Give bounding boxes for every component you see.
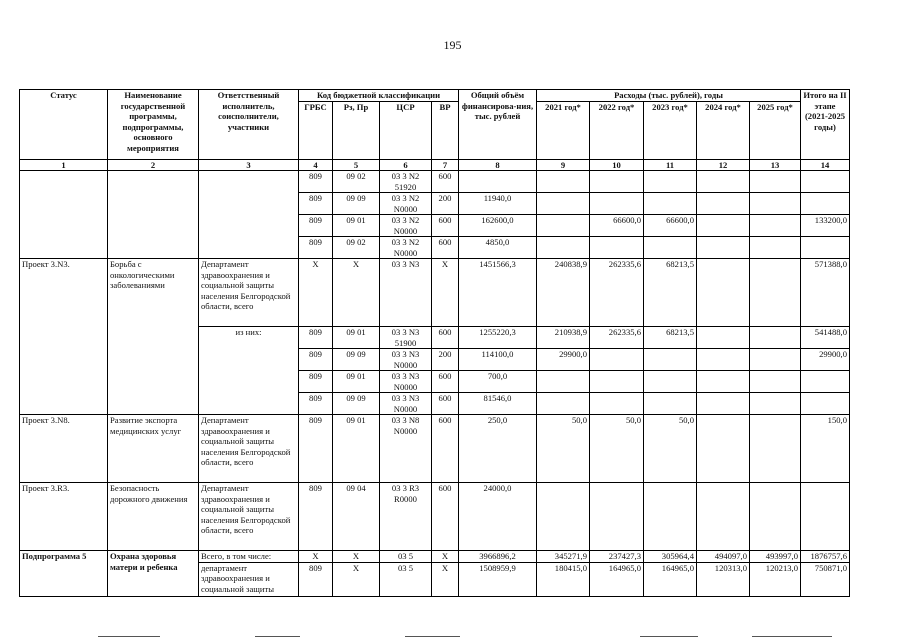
header-vr: ВР — [432, 101, 459, 159]
header-2022: 2022 год* — [590, 101, 644, 159]
page-number: 195 — [443, 38, 462, 52]
itogo-cell: 541488,0 — [801, 327, 850, 349]
csr-cell: 03 3 N2 N0000 — [380, 193, 432, 215]
y2023-cell — [644, 393, 697, 415]
csr-cell: 03 3 N8 N0000 — [380, 415, 432, 483]
y2025-cell — [750, 327, 801, 349]
header-total: Общий объём финансирова-ния, тыс. рублей — [459, 90, 537, 160]
total-cell: 1255220,3 — [459, 327, 537, 349]
vr-cell: X — [432, 259, 459, 327]
header-2024: 2024 год* — [697, 101, 750, 159]
total-cell: 1451566,3 — [459, 259, 537, 327]
y2024-cell — [697, 237, 750, 259]
header-status: Статус — [20, 90, 108, 160]
y2021-cell — [537, 215, 590, 237]
total-cell: 250,0 — [459, 415, 537, 483]
itogo-cell: 750871,0 — [801, 562, 850, 596]
itogo-cell: 150,0 — [801, 415, 850, 483]
rzpr-cell: 09 09 — [333, 193, 380, 215]
executor-cell: Департамент здравоохранения и социальной защиты населения Белгородской области, всего — [199, 483, 299, 551]
vr-cell: 600 — [432, 327, 459, 349]
name-cell: Развитие экспорта медицинских услуг — [108, 415, 199, 483]
y2021-cell — [537, 371, 590, 393]
y2021-cell: 180415,0 — [537, 562, 590, 596]
budget-table — [19, 89, 850, 597]
csr-cell: 03 3 N3 N0000 — [380, 393, 432, 415]
itogo-cell — [801, 371, 850, 393]
column-number: 9 — [537, 159, 590, 171]
status-cell: Проект 3.R3. — [20, 483, 108, 551]
header-executor: Ответственный исполнитель, соисполнители, участники — [199, 90, 299, 160]
y2021-cell: 240838,9 — [537, 259, 590, 327]
y2023-cell: 164965,0 — [644, 562, 697, 596]
vr-cell: 200 — [432, 349, 459, 371]
vr-cell: 200 — [432, 193, 459, 215]
y2023-cell — [644, 193, 697, 215]
y2025-cell — [750, 171, 801, 193]
vr-cell: 600 — [432, 371, 459, 393]
y2025-cell: 120213,0 — [750, 562, 801, 596]
csr-cell: 03 5 — [380, 562, 432, 596]
total-cell: 11940,0 — [459, 193, 537, 215]
csr-cell: 03 3 R3 R0000 — [380, 483, 432, 551]
y2024-cell — [697, 483, 750, 551]
total-cell: 81546,0 — [459, 393, 537, 415]
column-number: 2 — [108, 159, 199, 171]
y2023-cell: 305964,4 — [644, 551, 697, 563]
y2022-cell — [590, 483, 644, 551]
vr-cell: 600 — [432, 215, 459, 237]
grbs-cell: 809 — [299, 415, 333, 483]
column-number: 13 — [750, 159, 801, 171]
total-cell: 4850,0 — [459, 237, 537, 259]
y2024-cell — [697, 171, 750, 193]
column-number: 14 — [801, 159, 850, 171]
y2022-cell: 164965,0 — [590, 562, 644, 596]
column-number: 6 — [380, 159, 432, 171]
itogo-cell — [801, 237, 850, 259]
y2024-cell: 494097,0 — [697, 551, 750, 563]
vr-cell: 600 — [432, 171, 459, 193]
vr-cell: 600 — [432, 237, 459, 259]
executor-cell: Всего, в том числе: — [199, 551, 299, 563]
total-cell: 1508959,9 — [459, 562, 537, 596]
y2022-cell — [590, 371, 644, 393]
y2021-cell — [537, 237, 590, 259]
vr-cell: 600 — [432, 483, 459, 551]
y2022-cell — [590, 393, 644, 415]
itogo-cell — [801, 171, 850, 193]
y2024-cell — [697, 371, 750, 393]
status-cell: Подпрограмма 5 — [20, 551, 108, 597]
grbs-cell: 809 — [299, 171, 333, 193]
y2023-cell: 50,0 — [644, 415, 697, 483]
y2021-cell — [537, 171, 590, 193]
y2022-cell: 237427,3 — [590, 551, 644, 563]
y2022-cell: 262335,6 — [590, 327, 644, 349]
vr-cell: 600 — [432, 415, 459, 483]
csr-cell: 03 3 N3 N0000 — [380, 349, 432, 371]
y2021-cell — [537, 193, 590, 215]
csr-cell: 03 3 N3 — [380, 259, 432, 327]
scan-line — [405, 636, 460, 637]
itogo-cell — [801, 393, 850, 415]
y2022-cell: 66600,0 — [590, 215, 644, 237]
rzpr-cell: 09 01 — [333, 415, 380, 483]
rzpr-cell: X — [333, 259, 380, 327]
header-2025: 2025 год* — [750, 101, 801, 159]
y2025-cell — [750, 215, 801, 237]
y2024-cell — [697, 215, 750, 237]
rzpr-cell: 09 04 — [333, 483, 380, 551]
csr-cell: 03 3 N3 51900 — [380, 327, 432, 349]
column-number: 10 — [590, 159, 644, 171]
executor-cell: Департамент здравоохранения и социальной защиты населения Белгородской области, всего — [199, 259, 299, 327]
y2025-cell — [750, 237, 801, 259]
grbs-cell: 809 — [299, 237, 333, 259]
y2021-cell — [537, 483, 590, 551]
header-expenses: Расходы (тыс. рублей), годы — [537, 90, 801, 102]
total-cell: 114100,0 — [459, 349, 537, 371]
y2022-cell — [590, 349, 644, 371]
grbs-cell: 809 — [299, 215, 333, 237]
grbs-cell: 809 — [299, 371, 333, 393]
header-grbs: ГРБС — [299, 101, 333, 159]
vr-cell: X — [432, 551, 459, 563]
y2025-cell — [750, 349, 801, 371]
column-number: 4 — [299, 159, 333, 171]
rzpr-cell: 09 09 — [333, 349, 380, 371]
vr-cell: X — [432, 562, 459, 596]
total-cell: 24000,0 — [459, 483, 537, 551]
rzpr-cell: X — [333, 551, 380, 563]
column-number: 3 — [199, 159, 299, 171]
y2024-cell — [697, 393, 750, 415]
grbs-cell: 809 — [299, 349, 333, 371]
csr-cell: 03 3 N2 N0000 — [380, 215, 432, 237]
y2021-cell: 345271,9 — [537, 551, 590, 563]
csr-cell: 03 3 N3 N0000 — [380, 371, 432, 393]
rzpr-cell: 09 02 — [333, 171, 380, 193]
y2023-cell — [644, 171, 697, 193]
executor-cell — [199, 171, 299, 259]
grbs-cell: 809 — [299, 393, 333, 415]
header-name: Наименование государственной программы, подпрограммы, основного мероприятия — [108, 90, 199, 160]
y2024-cell: 120313,0 — [697, 562, 750, 596]
status-cell: Проект 3.N8. — [20, 415, 108, 483]
name-cell: Безопасность дорожного движения — [108, 483, 199, 551]
y2023-cell: 66600,0 — [644, 215, 697, 237]
header-stage-total: Итого на II этапе (2021-2025 годы) — [801, 90, 850, 160]
grbs-cell: 809 — [299, 562, 333, 596]
y2023-cell — [644, 371, 697, 393]
column-number: 7 — [432, 159, 459, 171]
executor-cell: департамент здравоохранения и социальной защиты — [199, 562, 299, 596]
grbs-cell: 809 — [299, 327, 333, 349]
name-cell — [108, 171, 199, 259]
grbs-cell: X — [299, 259, 333, 327]
column-number: 8 — [459, 159, 537, 171]
y2025-cell — [750, 193, 801, 215]
y2022-cell: 50,0 — [590, 415, 644, 483]
rzpr-cell: 09 01 — [333, 215, 380, 237]
y2023-cell — [644, 349, 697, 371]
status-cell: Проект 3.N3. — [20, 259, 108, 415]
rzpr-cell: 09 01 — [333, 327, 380, 349]
rzpr-cell: X — [333, 562, 380, 596]
header-rzpr: Рз, Пр — [333, 101, 380, 159]
y2024-cell — [697, 193, 750, 215]
y2022-cell — [590, 171, 644, 193]
scan-line — [255, 636, 300, 637]
name-cell: Охрана здоровья матери и ребенка — [108, 551, 199, 597]
y2025-cell — [750, 415, 801, 483]
y2025-cell — [750, 371, 801, 393]
header-budget-code: Код бюджетной классификации — [299, 90, 459, 102]
header-csr: ЦСР — [380, 101, 432, 159]
csr-cell: 03 3 N2 N0000 — [380, 237, 432, 259]
y2021-cell: 210938,9 — [537, 327, 590, 349]
y2024-cell — [697, 259, 750, 327]
scan-line — [752, 636, 832, 637]
y2024-cell — [697, 349, 750, 371]
total-cell: 162600,0 — [459, 215, 537, 237]
header-2021: 2021 год* — [537, 101, 590, 159]
rzpr-cell: 09 09 — [333, 393, 380, 415]
y2023-cell: 68213,5 — [644, 327, 697, 349]
grbs-cell: 809 — [299, 483, 333, 551]
y2021-cell: 50,0 — [537, 415, 590, 483]
y2022-cell — [590, 237, 644, 259]
csr-cell: 03 3 N2 51920 — [380, 171, 432, 193]
csr-cell: 03 5 — [380, 551, 432, 563]
vr-cell: 600 — [432, 393, 459, 415]
column-number: 11 — [644, 159, 697, 171]
y2025-cell — [750, 483, 801, 551]
y2022-cell — [590, 193, 644, 215]
y2025-cell — [750, 393, 801, 415]
y2025-cell — [750, 259, 801, 327]
itogo-cell — [801, 483, 850, 551]
y2023-cell — [644, 483, 697, 551]
y2022-cell: 262335,6 — [590, 259, 644, 327]
status-cell — [20, 171, 108, 259]
column-number: 1 — [20, 159, 108, 171]
grbs-cell: 809 — [299, 193, 333, 215]
name-cell: Борьба с онкологическими заболеваниями — [108, 259, 199, 415]
scan-line — [640, 636, 698, 637]
executor-cell: Департамент здравоохранения и социальной защиты населения Белгородской области, всего — [199, 415, 299, 483]
y2023-cell: 68213,5 — [644, 259, 697, 327]
rzpr-cell: 09 02 — [333, 237, 380, 259]
y2024-cell — [697, 327, 750, 349]
executor-cell: из них: — [199, 327, 299, 415]
column-number: 5 — [333, 159, 380, 171]
itogo-cell: 571388,0 — [801, 259, 850, 327]
total-cell: 700,0 — [459, 371, 537, 393]
itogo-cell: 1876757,6 — [801, 551, 850, 563]
y2021-cell: 29900,0 — [537, 349, 590, 371]
header-2023: 2023 год* — [644, 101, 697, 159]
itogo-cell — [801, 193, 850, 215]
column-number: 12 — [697, 159, 750, 171]
y2023-cell — [644, 237, 697, 259]
itogo-cell: 133200,0 — [801, 215, 850, 237]
y2025-cell: 493997,0 — [750, 551, 801, 563]
rzpr-cell: 09 01 — [333, 371, 380, 393]
grbs-cell: X — [299, 551, 333, 563]
total-cell: 3966896,2 — [459, 551, 537, 563]
total-cell — [459, 171, 537, 193]
scan-line — [98, 636, 160, 637]
y2021-cell — [537, 393, 590, 415]
y2024-cell — [697, 415, 750, 483]
itogo-cell: 29900,0 — [801, 349, 850, 371]
